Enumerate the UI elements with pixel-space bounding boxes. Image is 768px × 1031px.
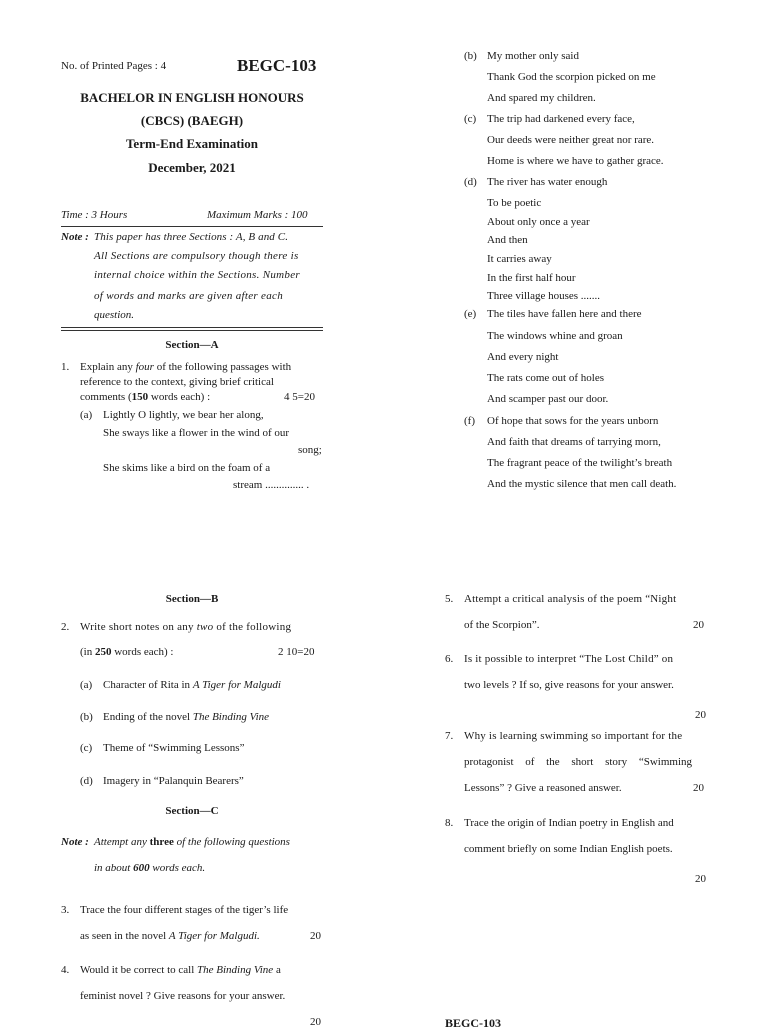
q1d-line-3: About only once a year <box>487 216 590 228</box>
sc-note2-c: words each. <box>149 862 206 874</box>
q1-number: 1. <box>61 361 70 373</box>
q3-marks: 20 <box>310 930 321 942</box>
q4-marks: 20 <box>310 1016 321 1028</box>
title-line-4: December, 2021 <box>148 160 236 175</box>
q4-l1-a: Would it be correct to call <box>80 964 198 976</box>
q1d-line-1: The river has water enough <box>487 176 608 188</box>
q5-line-1: Attempt a critical analysis of the poem “Night <box>464 593 677 605</box>
q1f-line-2: And faith that dreams of tarrying morn, <box>487 436 661 448</box>
q3-line-2 <box>80 930 260 942</box>
footer-code: BEGC-103 <box>445 1016 502 1030</box>
q1-line-2: reference to the context, giving brief critical <box>80 376 274 388</box>
q7-marks: 20 <box>693 782 704 794</box>
sc-note2-a: in about <box>94 862 134 874</box>
q1-marks: 4 5=20 <box>284 391 315 403</box>
note-line-4: of words and marks are given after each <box>94 290 283 302</box>
q3-number: 3. <box>61 904 70 916</box>
note-divider-2 <box>61 330 323 331</box>
q8-line-1: Trace the origin of Indian poetry in English and <box>464 817 674 829</box>
q8-line-2: comment briefly on some Indian English poets. <box>464 843 673 855</box>
q1a-label: (a) <box>80 409 93 421</box>
q1f-label: (f) <box>464 415 475 427</box>
q2a-label: (a) <box>80 679 93 691</box>
q4-l1-c: a <box>273 964 281 976</box>
section-a-title: Section—A <box>165 339 219 351</box>
q7-number: 7. <box>445 730 454 742</box>
note-divider-1 <box>61 327 323 328</box>
q2-line-1 <box>80 621 291 633</box>
header-divider <box>61 226 323 227</box>
q2a-text <box>103 679 281 691</box>
q1b-line-3: And spared my children. <box>487 92 596 104</box>
note-line-1: This paper has three Sections : A, B and C. <box>94 231 289 243</box>
q1f-line-3: The fragrant peace of the twilight’s breath <box>487 457 673 469</box>
q4-line-2: feminist novel ? Give reasons for your answer. <box>80 990 286 1002</box>
q4-line-1 <box>80 964 281 976</box>
q1e-line-4: The rats come out of holes <box>487 372 604 384</box>
q8-number: 8. <box>445 817 454 829</box>
title-line-3: Term-End Examination <box>125 136 259 151</box>
title-line-2: (CBCS) (BAEGH) <box>140 113 244 128</box>
q2a-t: Character of Rita in <box>103 679 193 691</box>
q5-number: 5. <box>445 593 454 605</box>
q1b-line-2: Thank God the scorpion picked on me <box>487 71 656 83</box>
q1-line-1 <box>80 361 291 373</box>
q1-l3-c: words each) : <box>148 391 211 403</box>
q1e-line-5: And scamper past our door. <box>487 393 609 405</box>
q2-words: 250 <box>94 646 112 658</box>
q6-number: 6. <box>445 653 454 665</box>
q1f-line-4: And the mystic silence that men call death. <box>487 478 677 490</box>
q1-words: 150 <box>131 391 149 403</box>
note-line-2: All Sections are compulsory though there is <box>94 250 299 262</box>
paper-code: BEGC-103 <box>237 56 317 75</box>
q2c-label: (c) <box>80 742 93 754</box>
sc-note-count: three <box>149 836 174 848</box>
section-c-note-label: Note : <box>61 836 89 848</box>
q1b-line-1: My mother only said <box>487 50 579 62</box>
q1a-line-5: stream .............. . <box>233 479 310 491</box>
q1-text-rest: of the following passages with <box>153 361 292 373</box>
q2b-title: The Binding Vine <box>192 711 270 723</box>
q2b-text <box>103 711 269 723</box>
sc-note2-words: 600 <box>133 862 150 874</box>
q2b-label: (b) <box>80 711 93 723</box>
max-marks-label: Maximum Marks : 100 <box>207 209 308 221</box>
sc-note-a: Attempt any <box>94 836 150 848</box>
section-c-title: Section—C <box>165 805 219 817</box>
q2b-t: Ending of the novel <box>103 711 193 723</box>
q1-l3-a: comments ( <box>80 391 132 403</box>
q2d-text: Imagery in “Palanquin Bearers” <box>103 775 244 787</box>
q1b-label: (b) <box>464 50 477 62</box>
q6-line-1: Is it possible to interpret “The Lost Child” on <box>464 653 674 665</box>
q3-title: A Tiger for Malgudi. <box>168 930 260 942</box>
q1a-line-1: Lightly O lightly, we bear her along, <box>103 409 264 421</box>
q1c-line-3: Home is where we have to gather grace. <box>487 155 664 167</box>
q2a-title: A Tiger for Malgudi <box>192 679 281 691</box>
note-label: Note : <box>61 231 89 243</box>
q1e-label: (e) <box>464 308 477 320</box>
q1-count: four <box>135 361 154 373</box>
q1e-line-1: The tiles have fallen here and there <box>487 308 642 320</box>
q1a-line-2: She sways like a flower in the wind of our <box>103 427 290 439</box>
q2-l1-c: of the following <box>213 621 292 633</box>
q1d-label: (d) <box>464 176 477 188</box>
section-c-note-line-2 <box>94 862 205 874</box>
q3-l2-a: as seen in the novel <box>80 930 169 942</box>
q6-marks: 20 <box>695 709 706 721</box>
q2-line-2 <box>80 646 174 658</box>
q1e-line-2: The windows whine and groan <box>487 330 623 342</box>
sc-note-c: of the following questions <box>173 836 290 848</box>
q8-marks: 20 <box>695 873 706 885</box>
q1a-line-4: She skims like a bird on the foam of a <box>103 462 271 474</box>
q5-line-2: of the Scorpion”. <box>464 619 540 631</box>
q1-text: Explain any <box>80 361 136 373</box>
q4-number: 4. <box>61 964 70 976</box>
q1d-line-7: Three village houses ....... <box>487 290 601 302</box>
q5-marks: 20 <box>693 619 704 631</box>
q1c-line-1: The trip had darkened every face, <box>487 113 635 125</box>
note-line-3: internal choice within the Sections. Number <box>94 269 300 281</box>
q1d-line-4: And then <box>487 234 528 246</box>
q7-line-2: protagonist of the short story “Swimming <box>464 756 693 768</box>
q1f-line-1: Of hope that sows for the years unborn <box>487 415 659 427</box>
q7-line-1: Why is learning swimming so important for the <box>464 730 683 742</box>
q2-l2-c: words each) : <box>111 646 174 658</box>
q1-line-3 <box>80 391 210 403</box>
q4-title: The Binding Vine <box>197 964 274 976</box>
q1c-label: (c) <box>464 113 477 125</box>
q2-number: 2. <box>61 621 70 633</box>
note-line-5: question. <box>94 309 135 321</box>
title-line-1: BACHELOR IN ENGLISH HONOURS <box>80 90 304 105</box>
q1d-line-2: To be poetic <box>487 197 542 209</box>
q6-line-2: two levels ? If so, give reasons for your answer. <box>464 679 674 691</box>
q2-count: two <box>196 621 214 633</box>
q3-line-1: Trace the four different stages of the tiger’s life <box>80 904 289 916</box>
q2c-text: Theme of “Swimming Lessons” <box>103 742 245 754</box>
q1c-line-2: Our deeds were neither great nor rare. <box>487 134 655 146</box>
time-label: Time : 3 Hours <box>61 209 128 221</box>
section-b-title: Section—B <box>165 593 219 605</box>
printed-pages: No. of Printed Pages : 4 <box>61 60 167 72</box>
q2-marks: 2 10=20 <box>278 646 315 658</box>
q2d-label: (d) <box>80 775 93 787</box>
q2-l2-a: (in <box>80 646 95 658</box>
q1d-line-5: It carries away <box>487 253 552 265</box>
q1e-line-3: And every night <box>487 351 559 363</box>
q2-l1-a: Write short notes on any <box>80 621 197 633</box>
q7-line-3: Lessons” ? Give a reasoned answer. <box>464 782 622 794</box>
q1d-line-6: In the first half hour <box>487 272 576 284</box>
section-c-note-line-1 <box>94 836 290 848</box>
q1a-line-3: song; <box>298 444 322 456</box>
